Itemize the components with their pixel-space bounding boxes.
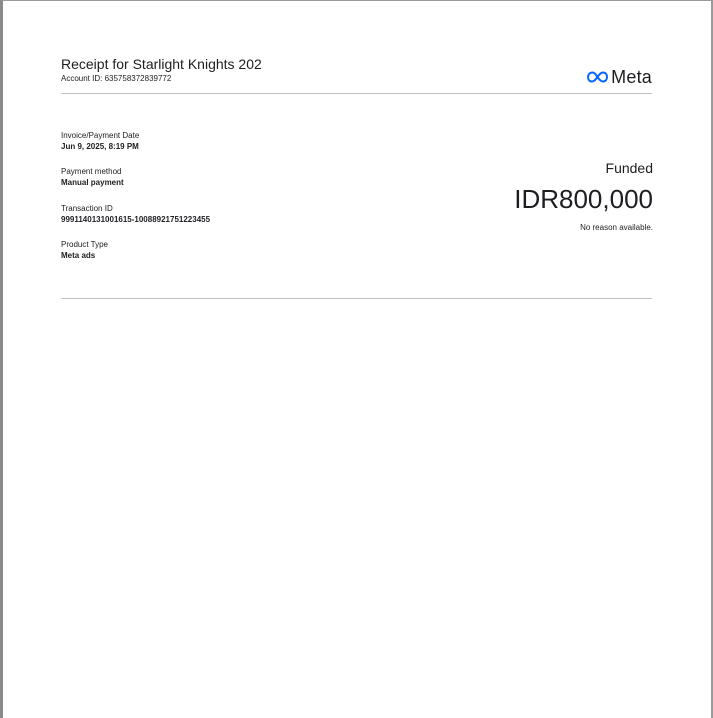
status-reason: No reason available. — [580, 223, 653, 232]
meta-logo-text: Meta — [611, 66, 652, 87]
payment-method-field — [61, 167, 124, 189]
payment-status: Funded — [605, 160, 653, 176]
product-type-label: Product Type — [61, 240, 108, 249]
product-type-value: Meta ads — [61, 251, 96, 260]
payment-amount: IDR800,000 — [514, 184, 653, 214]
transaction-id-label: Transaction ID — [61, 204, 113, 213]
receipt-header — [61, 55, 652, 94]
invoice-date-field — [61, 131, 139, 153]
transaction-id-value: 9991140131001615-10088921751223455 — [61, 215, 211, 224]
invoice-date-label: Invoice/Payment Date — [61, 131, 140, 140]
account-id: Account ID: 635758372839772 — [61, 74, 172, 83]
receipt-title: Receipt for Starlight Knights 202 — [61, 56, 262, 72]
transaction-id-field — [61, 204, 210, 226]
meta-logo — [587, 67, 652, 87]
payment-method-label: Payment method — [61, 167, 122, 176]
meta-infinity-logo-icon — [587, 71, 608, 83]
section-divider — [61, 298, 652, 299]
payment-method-value: Manual payment — [61, 178, 124, 187]
product-type-field — [61, 240, 108, 262]
invoice-date-value: Jun 9, 2025, 8:19 PM — [61, 142, 139, 151]
